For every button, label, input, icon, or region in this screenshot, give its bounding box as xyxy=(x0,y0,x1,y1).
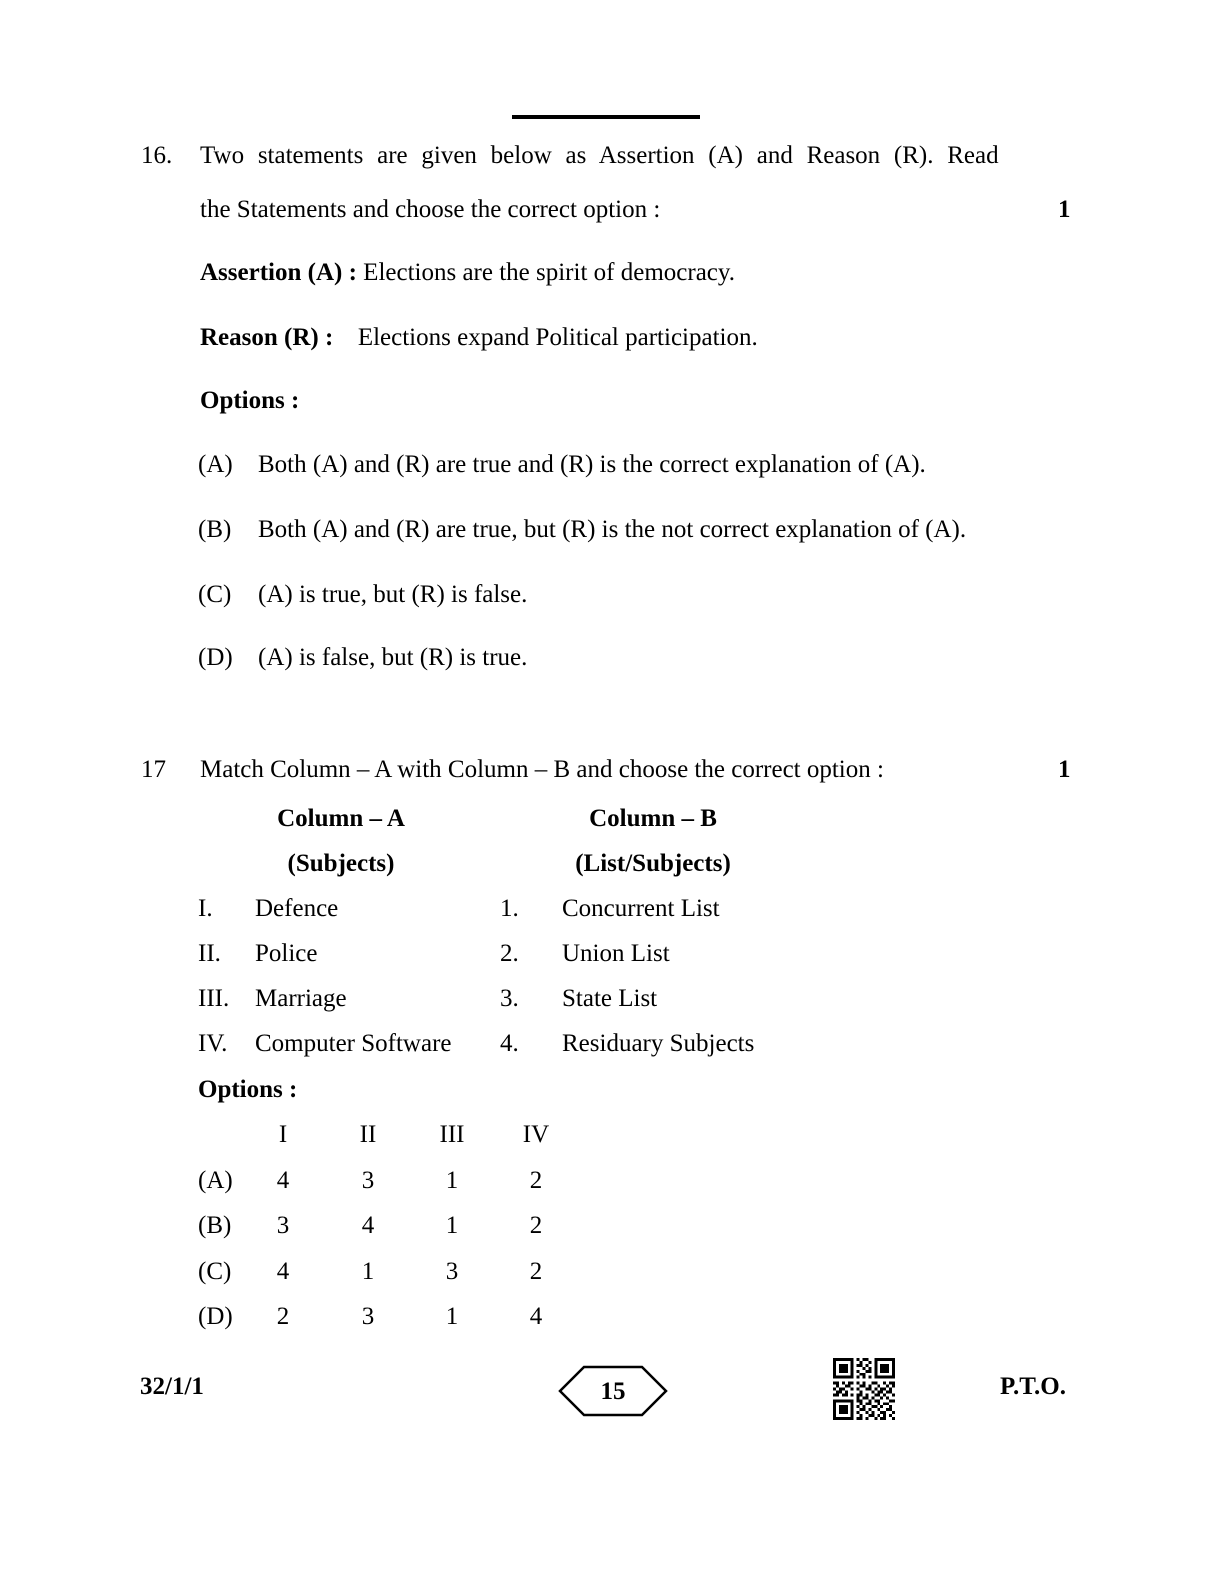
answer-grid-row-b-cell-ii: 4 xyxy=(361,1212,375,1239)
question-16-stem-line-2: the Statements and choose the correct option : xyxy=(200,196,661,223)
column-a-title: Column – A xyxy=(277,805,405,832)
column-b-item-4-text: Residuary Subjects xyxy=(562,1030,755,1057)
answer-grid-row-a-label[interactable]: (A) xyxy=(198,1167,233,1194)
answer-grid-row-c-label[interactable]: (C) xyxy=(198,1258,232,1285)
answer-grid-row-c-cell-ii: 1 xyxy=(361,1258,375,1285)
answer-grid-row-c-cell-iii: 3 xyxy=(445,1258,459,1285)
question-16-stem-line-1: Two statements are given below as Assertion (A) and Reason (R). Read xyxy=(200,142,999,169)
assertion-label: Assertion (A) : xyxy=(200,259,357,286)
column-b-item-3-number: 3. xyxy=(500,985,519,1012)
answer-grid-row-a-cell-ii: 3 xyxy=(361,1167,375,1194)
question-16-option-c-label[interactable]: (C) xyxy=(198,581,232,608)
answer-grid-header-ii: II xyxy=(359,1121,377,1148)
column-b-item-1-number: 1. xyxy=(500,895,519,922)
question-17-number: 17 xyxy=(141,756,166,783)
column-a-item-3-text: Marriage xyxy=(255,985,347,1012)
answer-grid-row-b-cell-i: 3 xyxy=(276,1212,290,1239)
question-17-stem: Match Column – A with Column – B and choose the correct option : xyxy=(200,756,884,783)
answer-grid-row-d-label[interactable]: (D) xyxy=(198,1303,233,1330)
page-number: 15 xyxy=(600,1377,626,1405)
question-16-option-c-text[interactable]: (A) is true, but (R) is false. xyxy=(258,581,528,608)
header-rule xyxy=(512,115,700,119)
answer-grid-row-d-cell-i: 2 xyxy=(276,1303,290,1330)
column-a-item-1-number: I. xyxy=(198,895,213,922)
answer-grid-header-iii: III xyxy=(439,1121,465,1148)
column-b-item-2-text: Union List xyxy=(562,940,670,967)
question-16-option-b-text[interactable]: Both (A) and (R) are true, but (R) is the not correct explanation of (A). xyxy=(258,516,967,543)
question-16-option-a-label[interactable]: (A) xyxy=(198,451,233,478)
column-b-item-4-number: 4. xyxy=(500,1030,519,1057)
answer-grid-row-d-cell-iii: 1 xyxy=(445,1303,459,1330)
answer-grid-row-b-cell-iv: 2 xyxy=(529,1212,543,1239)
question-16-options-heading: Options : xyxy=(200,387,300,414)
question-16-option-d-text[interactable]: (A) is false, but (R) is true. xyxy=(258,644,528,671)
answer-grid-row-d-cell-iv: 4 xyxy=(529,1303,543,1330)
assertion-line xyxy=(200,260,735,285)
question-16-option-d-label[interactable]: (D) xyxy=(198,644,233,671)
pto-label: P.T.O. xyxy=(1000,1373,1066,1400)
answer-grid-header-i: I xyxy=(278,1121,288,1148)
column-a-subtitle: (Subjects) xyxy=(287,850,395,877)
column-b-item-2-number: 2. xyxy=(500,940,519,967)
answer-grid-row-a-cell-iv: 2 xyxy=(529,1167,543,1194)
column-a-item-1-text: Defence xyxy=(255,895,339,922)
column-a-item-4-text: Computer Software xyxy=(255,1030,452,1057)
question-16-number: 16. xyxy=(141,142,173,169)
answer-grid-row-b-label[interactable]: (B) xyxy=(198,1212,232,1239)
column-a-item-2-number: II. xyxy=(198,940,221,967)
answer-grid-row-d-cell-ii: 3 xyxy=(361,1303,375,1330)
column-b-title: Column – B xyxy=(589,805,717,832)
column-b-subtitle: (List/Subjects) xyxy=(575,850,731,877)
question-17-marks: 1 xyxy=(1058,756,1071,783)
answer-grid-row-a-cell-i: 4 xyxy=(276,1167,290,1194)
answer-grid-row-c-cell-iv: 2 xyxy=(529,1258,543,1285)
answer-grid-header-iv: IV xyxy=(522,1121,550,1148)
reason-line xyxy=(200,325,758,350)
qr-code-icon xyxy=(833,1358,895,1420)
reason-label: Reason (R) : xyxy=(200,324,334,351)
column-a-item-3-number: III. xyxy=(198,985,230,1012)
column-a-item-4-number: IV. xyxy=(198,1030,228,1057)
question-16-option-a-text[interactable]: Both (A) and (R) are true and (R) is the correct explanation of (A). xyxy=(258,451,926,478)
page-number-badge xyxy=(558,1365,668,1417)
column-b-item-3-text: State List xyxy=(562,985,658,1012)
answer-grid-row-a-cell-iii: 1 xyxy=(445,1167,459,1194)
reason-text: Elections expand Political participation. xyxy=(357,324,758,351)
question-16-option-b-label[interactable]: (B) xyxy=(198,516,232,543)
answer-grid-row-b-cell-iii: 1 xyxy=(445,1212,459,1239)
question-16-marks: 1 xyxy=(1058,196,1071,223)
question-17-options-heading: Options : xyxy=(198,1076,298,1103)
assertion-text: Elections are the spirit of democracy. xyxy=(363,259,736,286)
paper-code: 32/1/1 xyxy=(140,1373,204,1400)
column-a-item-2-text: Police xyxy=(255,940,318,967)
column-b-item-1-text: Concurrent List xyxy=(562,895,720,922)
answer-grid-row-c-cell-i: 4 xyxy=(276,1258,290,1285)
